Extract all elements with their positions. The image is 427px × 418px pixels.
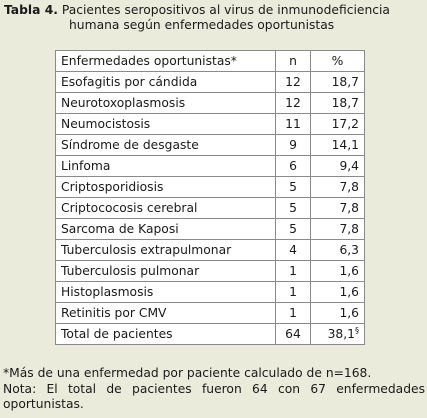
cell-disease: Histoplasmosis [56,282,276,303]
cell-disease: Síndrome de desgaste [56,135,276,156]
cell-n: 6 [276,156,311,177]
table-row [56,72,365,93]
cell-n: 4 [276,240,311,261]
cell-percent: 1,6 [311,261,365,282]
table-row [56,198,365,219]
cell-disease: Sarcoma de Kaposi [56,219,276,240]
cell-disease: Criptosporidiosis [56,177,276,198]
cell-percent: 1,6 [311,282,365,303]
total-row [56,324,365,345]
table-row [56,219,365,240]
cell-percent: 18,7 [311,93,365,114]
cell-disease: Esofagitis por cándida [56,72,276,93]
header-disease: Enfermedades oportunistas* [56,51,276,72]
table-row [56,240,365,261]
header-percent: % [311,51,365,72]
cell-percent: 1,6 [311,303,365,324]
cell-disease: Tuberculosis pulmonar [56,261,276,282]
cell-n: 9 [276,135,311,156]
cell-percent: 9,4 [311,156,365,177]
table-body [56,51,365,345]
cell-disease: Neumocistosis [56,114,276,135]
cell-n: 5 [276,177,311,198]
cell-percent: 14,1 [311,135,365,156]
footnote-asterisk: *Más de una enfermedad por paciente calculado de n=168. [3,366,372,380]
total-percent [311,324,365,345]
opportunistic-diseases-table [55,50,365,345]
table-caption [4,3,424,33]
footnote-total: Nota: El total de pacientes fueron 64 con 67 enfermedades oportunistas. [3,381,425,411]
total-label: Total de pacientes [56,324,276,345]
cell-n: 11 [276,114,311,135]
table-footnotes [3,366,425,413]
cell-n: 1 [276,303,311,324]
cell-percent: 7,8 [311,198,365,219]
table-row [56,177,365,198]
cell-percent: 6,3 [311,240,365,261]
caption-line-2: humana según enfermedades oportunistas [69,18,335,32]
table-row [56,303,365,324]
header-n: n [276,51,311,72]
total-percent-mark: § [355,325,359,335]
cell-n: 1 [276,261,311,282]
cell-n: 5 [276,198,311,219]
caption-line-1: Pacientes seropositivos al virus de inmunodeficiencia [61,3,390,17]
total-n: 64 [276,324,311,345]
cell-n: 12 [276,72,311,93]
cell-percent: 18,7 [311,72,365,93]
table-row [56,114,365,135]
cell-n: 5 [276,219,311,240]
cell-disease: Neurotoxoplasmosis [56,93,276,114]
table-row [56,156,365,177]
caption-label: Tabla 4. [4,3,58,17]
table-row [56,135,365,156]
total-percent-value: 38,1 [327,327,355,341]
cell-disease: Tuberculosis extrapulmonar [56,240,276,261]
header-row [56,51,365,72]
cell-percent: 17,2 [311,114,365,135]
cell-disease: Linfoma [56,156,276,177]
cell-disease: Retinitis por CMV [56,303,276,324]
cell-percent: 7,8 [311,177,365,198]
cell-disease: Criptococosis cerebral [56,198,276,219]
cell-n: 1 [276,282,311,303]
table-row [56,261,365,282]
table-row [56,282,365,303]
cell-percent: 7,8 [311,219,365,240]
table-row [56,93,365,114]
cell-n: 12 [276,93,311,114]
